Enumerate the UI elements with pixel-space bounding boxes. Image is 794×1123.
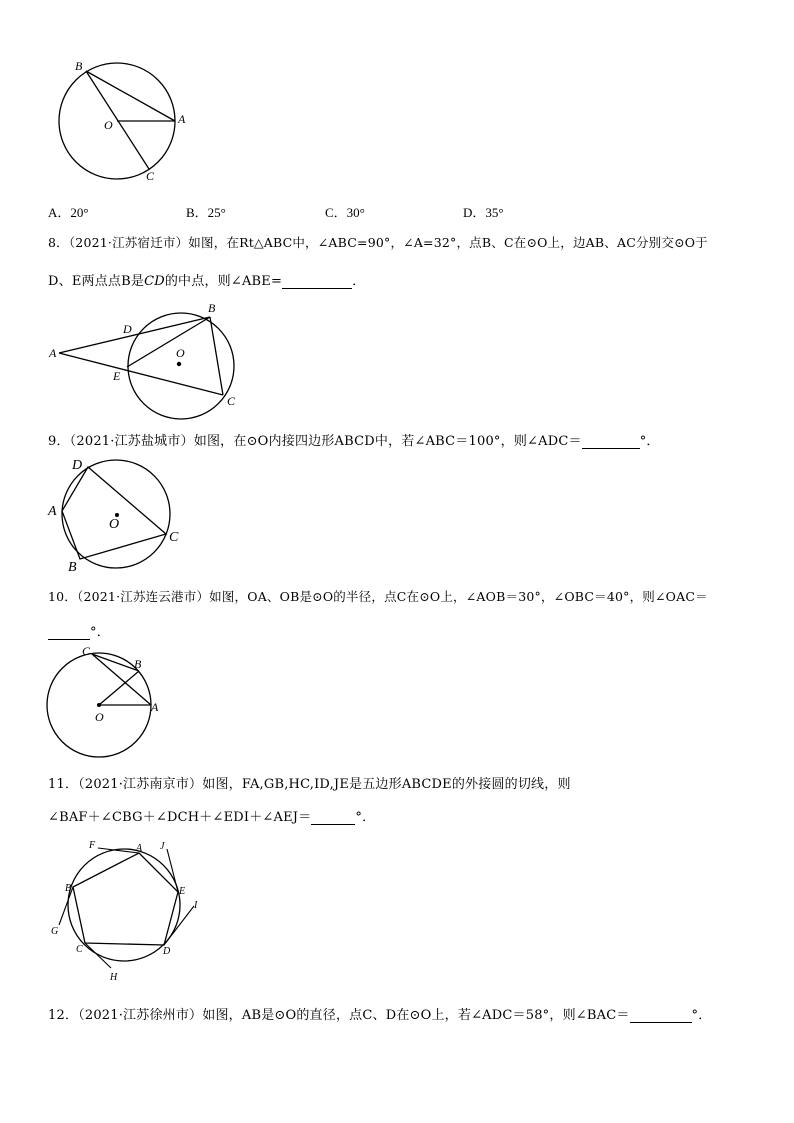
q10-answer-blank[interactable] [48, 625, 90, 640]
q10-chord-ca [92, 654, 151, 705]
q11-answer-blank[interactable] [311, 810, 355, 825]
q11-label-i: I [194, 900, 198, 911]
q8-seg-be [127, 317, 210, 367]
q7-choice-c[interactable] [325, 202, 365, 221]
q11-label-g: G [51, 926, 59, 937]
q8-arc-label: CD [144, 274, 165, 289]
q10-label-o: O [95, 710, 104, 724]
q7-choice-b-letter: B． [186, 205, 208, 220]
q12-text-post: °． [691, 1008, 712, 1023]
q10-label-a: A [151, 700, 159, 714]
q8-center-dot [177, 362, 181, 366]
q10-center-dot [97, 703, 101, 707]
q9-label-a: A [48, 504, 57, 519]
q7-choice-c-value: 30° [346, 205, 365, 220]
q11-tangent-hc [85, 943, 111, 968]
q9-figure [40, 452, 200, 577]
q7-chord-ba [86, 71, 175, 121]
q11-line1: 11．（2021·江苏南京市）如图，FA,GB,HC,ID,JE是五边形ABCDE的外接圆的切线，则 [48, 777, 571, 792]
q11-label-e: E [179, 886, 186, 897]
q10-text-post: °． [90, 625, 110, 640]
q7-label-a: A [178, 112, 186, 126]
q8-line2-end: ． [352, 274, 366, 289]
q8-line2-post: 的中点，则∠ABE= [164, 274, 283, 289]
q9-text-pre: 9．（2021·江苏盐城市）如图，在⊙O内接四边形ABCD中，若∠ABC＝100°，则∠ADC＝ [48, 434, 582, 449]
q8-label-o: O [176, 346, 185, 360]
q11-label-c: C [76, 944, 83, 955]
q11-label-a: A [136, 843, 143, 854]
q7-label-c: C [146, 169, 155, 183]
q9-answer-blank[interactable] [582, 434, 640, 449]
q7-choice-b-value: 25° [207, 205, 226, 220]
q10-figure [40, 642, 180, 762]
q10-line1: 10．（2021·江苏连云港市）如图，OA、OB是⊙O的半径，点C在⊙O上，∠AOB＝30°，∠OBC＝40°，则∠OAC＝ [48, 589, 708, 604]
q10-label-b: B [134, 657, 142, 671]
q11-pentagon [73, 853, 178, 945]
q8-seg-bc [210, 317, 223, 395]
q9-label-o: O [109, 517, 120, 532]
q7-label-o: O [104, 118, 113, 132]
q7-choice-d-letter: D． [463, 205, 486, 220]
q8-label-b: B [208, 301, 216, 315]
q11-label-d: D [163, 946, 171, 957]
q8-label-a: A [49, 346, 57, 360]
q9-line [48, 430, 660, 449]
q7-choice-a-value: 20° [70, 205, 89, 220]
q8-seg-ab [59, 317, 210, 353]
q8-answer-blank[interactable] [282, 274, 352, 289]
q7-figure [40, 50, 210, 190]
q12-line [48, 1004, 711, 1023]
q9-quadrilateral [62, 467, 166, 559]
q8-line2 [48, 270, 365, 289]
q10-label-c: C [82, 644, 91, 658]
q8-label-d: D [123, 322, 132, 336]
q11-line2 [48, 806, 375, 825]
q8-figure [40, 295, 250, 425]
q11-label-b: B [65, 883, 72, 894]
q12-answer-blank[interactable] [630, 1008, 692, 1023]
q8-line1: 8．（2021·江苏宿迁市）如图，在Rt△ABC中，∠ABC=90°，∠A=32°，点B、C在⊙O上，边AB、AC分别交⊙O于 [48, 235, 708, 250]
q7-choice-b[interactable] [186, 202, 226, 221]
q9-text-post: °． [639, 434, 660, 449]
q8-label-c: C [227, 394, 236, 408]
q8-line2-pre: D、E两点点B是 [48, 274, 145, 289]
q8-label-e: E [113, 369, 121, 383]
q11-figure [40, 835, 220, 985]
q7-choice-c-letter: C． [325, 205, 347, 220]
q9-label-b: B [68, 560, 77, 575]
q11-label-j: J [160, 841, 165, 852]
q11-label-h: H [110, 972, 118, 983]
q11-line2-pre: ∠BAF＋∠CBG＋∠DCH＋∠EDI＋∠AEJ＝ [48, 810, 312, 825]
q11-line2-post: °． [355, 810, 376, 825]
q7-choice-d[interactable] [463, 202, 504, 221]
q10-radius-ob [99, 671, 139, 705]
q7-choice-a-letter: A． [48, 205, 71, 220]
q9-label-c: C [169, 530, 179, 545]
q7-choice-a[interactable] [48, 202, 89, 221]
q9-label-d: D [72, 458, 83, 473]
q11-label-f: F [89, 840, 96, 851]
q10-line2 [48, 621, 110, 640]
q12-text-pre: 12．（2021·江苏徐州市）如图，AB是⊙O的直径，点C、D在⊙O上，若∠ADC＝58°，则∠BAC＝ [48, 1008, 630, 1023]
q7-chord-bc [86, 71, 149, 169]
q7-choice-d-value: 35° [485, 205, 504, 220]
q10-chord-cb [92, 654, 139, 671]
q7-label-b: B [75, 59, 83, 73]
